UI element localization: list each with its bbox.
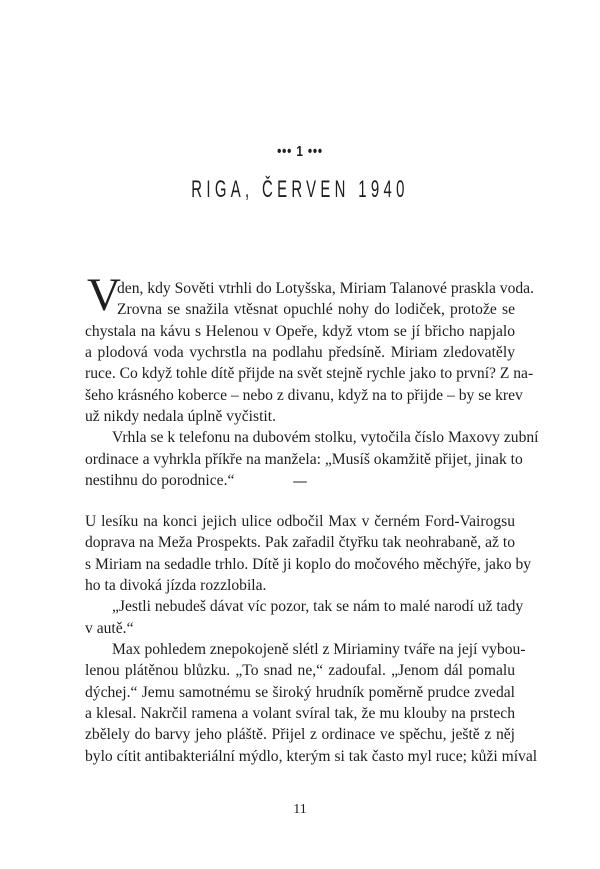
text-line: ruce. Co když tohle dítě přijde na svět stejně rychle jako to první? Z na- (85, 365, 534, 382)
text-line: „Jestli nebudeš dávat víc pozor, tak se nám to malé narodí už tady (112, 598, 524, 615)
text-line: Max pohledem znepokojeně slétl z Miriaminy tváře na její vybou- (112, 641, 526, 658)
text-line: ordinace a vyhrkla příkře na manžela: „Musíš okamžitě přijet, jinak to (85, 451, 523, 468)
section-separator: — (292, 472, 308, 490)
text-line: a plodová voda vychrstla na podlahu předsíně. Miriam zledovatěly (85, 344, 515, 361)
text-line: U lesíku na konci jejich ulice odbočil Max v černém Ford-Vairogsu (85, 513, 515, 530)
text-line: zbělely do barvy jeho pláště. Přijel z ordinace ve spěchu, ještě z něj (85, 726, 515, 743)
text-line: nestihnu do porodnice.“ (85, 472, 235, 489)
chapter-number: ••• 1 ••• (277, 143, 323, 160)
text-line: už nikdy nedala úplně vyčistit. (85, 408, 276, 425)
text-line: doprava na Meža Prospekts. Pak zařadil čtyřku tak neohrabaně, až to (85, 534, 515, 551)
text-line: den, kdy Sověti vtrhli do Lotyšska, Miriam Talanové praskla voda. (117, 280, 534, 297)
text-line: Zrovna se snažila vtěsnat opuchlé nohy do lodiček, protože se (117, 301, 515, 318)
text-line: šeho krásného koberce – nebo z divanu, když na to přijde – by se krev (85, 387, 523, 404)
text-line: ho ta divoká jízda rozzlobila. (85, 577, 267, 594)
text-line: lenou plátěnou blůzku. „To snad ne,“ zadoufal. „Jenom dál pomalu (85, 662, 515, 679)
drop-cap: V (87, 269, 121, 321)
page-number: 11 (293, 802, 307, 817)
text-line: dýchej.“ Jemu samotnému se široký hrudník poměrně prudce zvedal (85, 684, 515, 701)
text-line: bylo cítit antibakteriální mýdlo, kterým si tak často myl ruce; kůži míval (85, 748, 538, 765)
text-line: chystala na kávu s Helenou v Opeře, když vtom se jí břicho napjalo (85, 323, 515, 340)
text-line: v autě.“ (85, 620, 134, 637)
text-line: a klesal. Nakrčil ramena a volant svíral tak, že mu klouby na prstech (85, 705, 515, 722)
text-line: s Miriam na sedadle trhlo. Dítě ji koplo do močového měchýře, jako by (85, 556, 532, 573)
chapter-title: RIGA, ČERVEN 1940 (191, 176, 409, 203)
text-line: Vrhla se k telefonu na dubovém stolku, vytočila číslo Maxovy zubní (112, 429, 539, 446)
